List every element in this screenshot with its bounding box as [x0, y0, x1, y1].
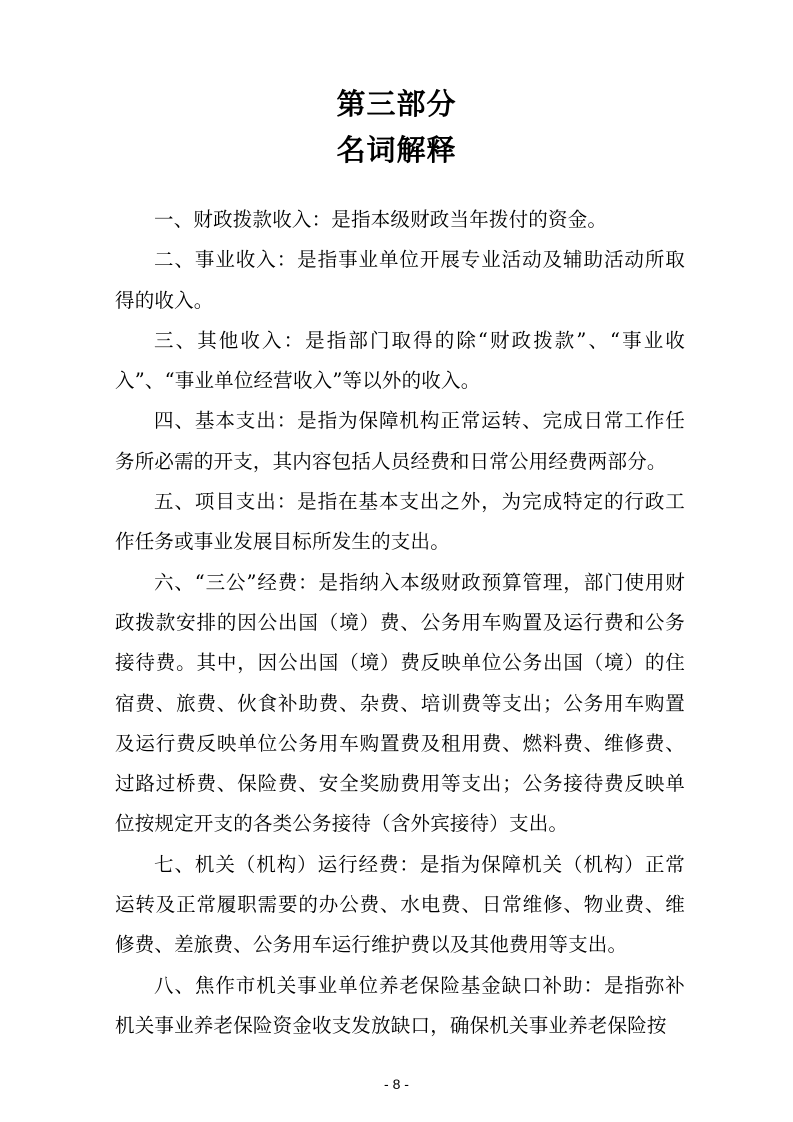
section-title: 第三部分: [336, 87, 457, 121]
document-body: [115, 200, 685, 1046]
paragraph-8: 八、焦作市机关事业单位养老保险基金缺口补助：是指弥补机关事业养老保险资金收支发放缺口，确保机关事业养老保险按: [115, 973, 685, 1037]
paragraph-5: 五、项目支出：是指在基本支出之外，为完成特定的行政工作任务或事业发展目标所发生的支出。: [115, 490, 685, 554]
paragraph-3: 三、其他收入：是指部门取得的除“财政拨款”、“事业收入”、“事业单位经营收入”等以外的收入。: [115, 328, 685, 393]
paragraph-7: 七、机关（机构）运行经费：是指为保障机关（机构）正常运转及正常履职需要的办公费、水电费、日常维修、物业费、维修费、差旅费、公务用车运行维护费以及其他费用等支出。: [115, 852, 685, 957]
paragraph-2: 二、事业收入：是指事业单位开展专业活动及辅助活动所取得的收入。: [115, 248, 685, 312]
paragraph-6: 六、“三公”经费：是指纳入本级财政预算管理，部门使用财政拨款安排的因公出国（境）费、公务用车购置及运行费和公务接待费。其中，因公出国（境）费反映单位公务出国（境）的住宿费、旅费、伙食补助费、杂费、培训费等支出；公务用车购置及运行费反映单位公务用车购置费及租用费、燃料费、维修费、过路过桥费、保险费、安全奖励费用等支出；公务接待费反映单位按规定开支的各类公务接待（含外宾接待）支出。: [115, 570, 685, 836]
section-subtitle: 名词解释: [336, 133, 457, 167]
page-number: - 8 -: [384, 1076, 409, 1092]
paragraph-1: 一、财政拨款收入：是指本级财政当年拨付的资金。: [154, 208, 608, 231]
paragraph-4: 四、基本支出：是指为保障机构正常运转、完成日常工作任务所必需的开支，其内容包括人员经费和日常公用经费两部分。: [115, 409, 685, 473]
